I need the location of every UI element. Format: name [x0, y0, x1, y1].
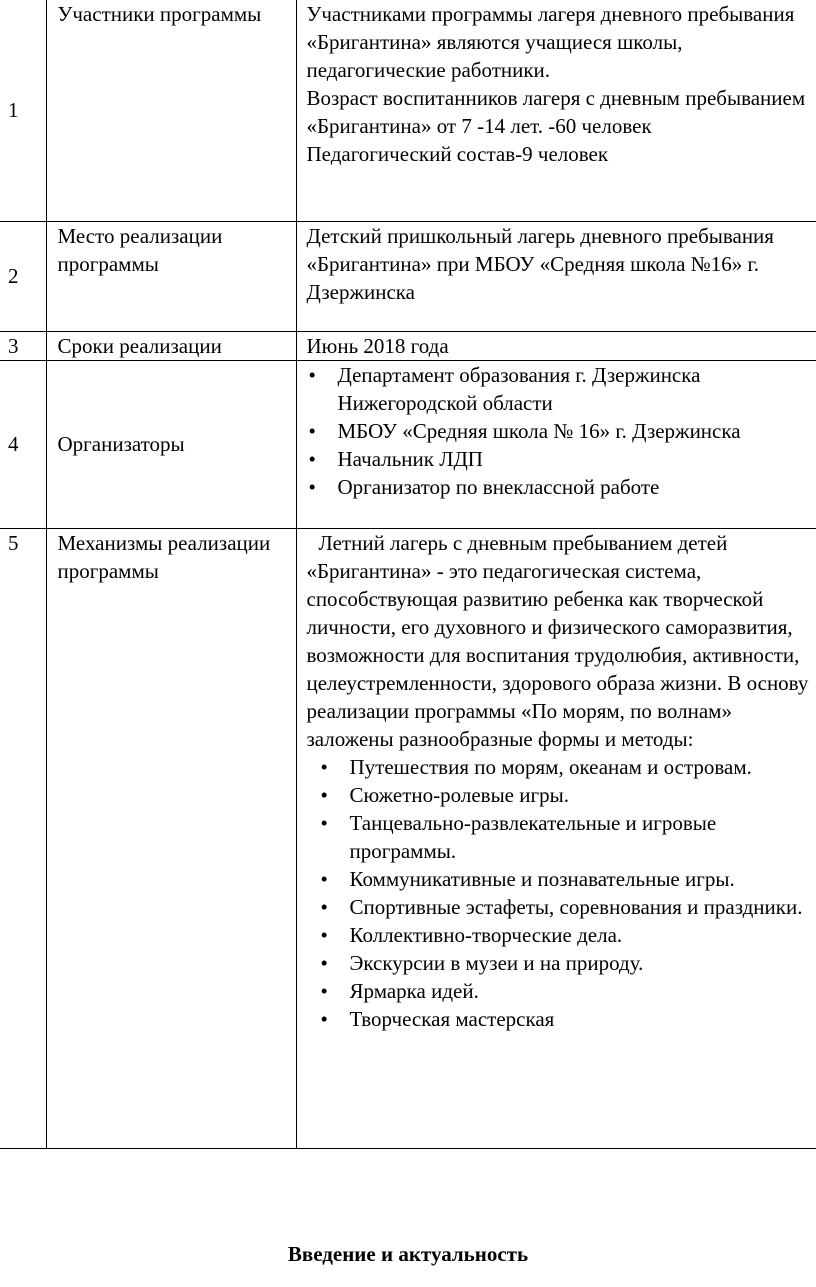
list-item: • Экскурсии в музеи и на природу.	[320, 950, 644, 975]
row-label: Организаторы	[46, 360, 296, 528]
bullet-icon: •	[320, 810, 328, 835]
table-row	[0, 221, 816, 331]
row-content	[296, 0, 816, 221]
list-item: • Коммуникативные и познавательные игры.	[320, 866, 735, 891]
bullet-icon: •	[308, 446, 316, 471]
bullet-icon: •	[320, 1006, 328, 1031]
list-item: • Коллективно-творческие дела.	[320, 922, 623, 947]
list-item: • Танцевально-развлекательные и игровые программы.	[320, 810, 717, 863]
list-item: • Департамент образования г. Дзержинска Нижегородской области	[308, 362, 701, 415]
row-number: 2	[0, 221, 46, 331]
row-label: Сроки реализации	[46, 331, 296, 360]
content-line: Педагогический состав-9 человек	[306, 142, 609, 166]
row-label: Место реализации программы	[46, 221, 296, 331]
table-row	[0, 360, 816, 528]
bullet-icon: •	[320, 922, 328, 947]
row-label: Участники программы	[46, 0, 296, 221]
content-line: Возраст воспитанников лагеря с дневным пребыванием «Бригантина» от 7 -14 лет. -60 человек	[306, 86, 806, 138]
list-item: • Начальник ЛДП	[308, 446, 483, 471]
list-item: • МБОУ «Средняя школа № 16» г. Дзержинска	[308, 418, 741, 443]
bullet-icon: •	[320, 950, 328, 975]
bullet-icon: •	[320, 894, 328, 919]
row-content: Июнь 2018 года	[296, 331, 816, 360]
content-paragraph: Летний лагерь с дневным пребыванием детей «Бригантина» - это педагогическая система, способствующая развитию ребенка как творческой личности, его духовного и физического саморазвития, возможности для воспитания трудолюбия, активности, целеустремленности, здорового образа жизни. В основу реализации программы «По морям, по волнам» заложены разнообразные формы и методы:	[306, 530, 809, 751]
bullet-icon: •	[308, 474, 316, 499]
row-content	[296, 528, 816, 1148]
section-heading: Введение и актуальность	[287, 1242, 529, 1266]
bullet-icon: •	[320, 978, 328, 1003]
table-row	[0, 331, 816, 360]
row-number: 1	[0, 0, 46, 221]
row-label: Механизмы реализации программы	[46, 528, 296, 1148]
bullet-icon: •	[308, 418, 316, 443]
bullet-icon: •	[320, 866, 328, 891]
methods-list	[307, 753, 811, 1033]
bullet-icon: •	[320, 782, 328, 807]
list-item: • Ярмарка идей.	[320, 978, 479, 1003]
row-content: Детский пришкольный лагерь дневного пребывания «Бригантина» при МБОУ «Средняя школа №16» г. Дзержинска	[296, 221, 816, 331]
organizers-list	[307, 361, 811, 501]
list-item: • Организатор по внеклассной работе	[308, 474, 660, 499]
bullet-icon: •	[308, 362, 316, 387]
bullet-icon: •	[320, 754, 328, 779]
list-item: • Сюжетно-ролевые игры.	[320, 782, 569, 807]
table-row	[0, 528, 816, 1148]
list-item: • Путешествия по морям, океанам и островам.	[320, 754, 752, 779]
content-line: Участниками программы лагеря дневного пребывания «Бригантина» являются учащиеся школы, педагогические работники.	[306, 2, 795, 82]
row-number: 5	[0, 528, 46, 1148]
list-item: • Спортивные эстафеты, соревнования и праздники.	[320, 894, 803, 919]
table-row	[0, 0, 816, 221]
list-item: • Творческая мастерская	[320, 1006, 555, 1031]
row-number: 3	[0, 331, 46, 360]
row-content	[296, 360, 816, 528]
row-number: 4	[0, 360, 46, 528]
